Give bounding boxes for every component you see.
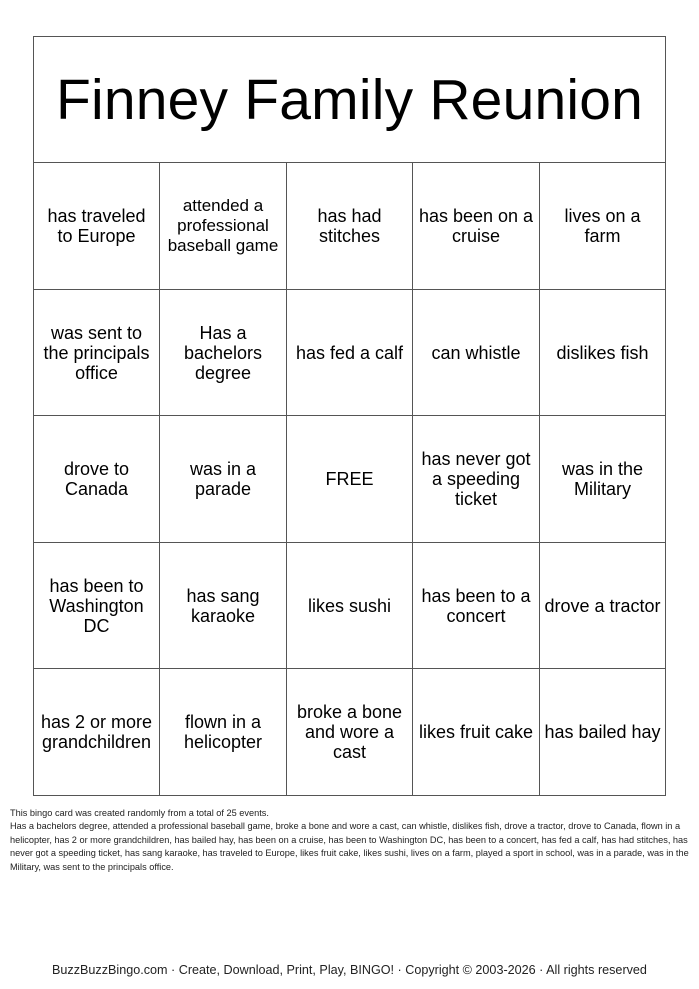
bingo-card xyxy=(33,36,666,796)
bingo-cell[interactable]: likes sushi xyxy=(287,543,413,669)
bingo-cell[interactable]: has bailed hay xyxy=(544,722,661,742)
bingo-cell[interactable]: has sang karaoke xyxy=(160,543,287,669)
bingo-cell[interactable]: likes fruit cake xyxy=(413,669,540,795)
bingo-cell[interactable]: was sent to the principals office xyxy=(34,290,160,416)
bingo-cell[interactable]: drove a tractor xyxy=(540,543,665,669)
card-title: Finney Family Reunion xyxy=(55,68,644,132)
bingo-cell[interactable]: flown in a helicopter xyxy=(160,669,287,795)
bingo-cell[interactable]: has been to a concert xyxy=(413,543,540,669)
card-info xyxy=(10,807,690,874)
bingo-cell[interactable]: Has a bachelors degree xyxy=(160,290,287,416)
free-cell[interactable]: FREE xyxy=(287,416,413,543)
bingo-cell[interactable]: drove to Canada xyxy=(34,416,160,543)
bingo-cell[interactable]: attended a professional baseball game xyxy=(160,163,287,290)
bingo-cell[interactable]: has been to Washington DC xyxy=(34,543,160,669)
bingo-cell[interactable]: lives on a farm xyxy=(540,163,665,290)
bingo-cell[interactable]: dislikes fish xyxy=(540,290,665,416)
bingo-cell[interactable]: broke a bone and wore a cast xyxy=(287,669,413,795)
bingo-cell[interactable]: has fed a calf xyxy=(287,290,413,416)
bingo-cell[interactable]: can whistle xyxy=(413,290,540,416)
bingo-cell[interactable]: was in a parade xyxy=(160,416,287,543)
bingo-cell[interactable]: has traveled to Europe xyxy=(34,163,160,290)
site-footer: BuzzBuzzBingo.com · Create, Download, Print, Play, BINGO! · Copyright © 2003-2026 · All rights reserved xyxy=(52,963,647,977)
bingo-grid xyxy=(34,163,665,795)
title-cell xyxy=(34,37,665,163)
info-event-list: Has a bachelors degree, attended a professional baseball game, broke a bone and wore a cast, can whistle, dislikes fish, drove a tractor, drove to Canada, flown in a helicopter, has 2 or more grandchildren, has bailed hay, has been on a cruise, has been to Washington DC, has been to a concert, has fed a calf, has had stitches, has never got a speeding ticket, has sang karaoke, has traveled to Europe, likes fruit cake, likes sushi, lives on a farm, played a sport in school, was in a parade, was in the Military, was sent to the principals office. xyxy=(10,821,689,872)
bingo-cell[interactable]: has been on a cruise xyxy=(413,163,540,290)
bingo-cell[interactable]: was in the Military xyxy=(540,416,665,543)
bingo-cell[interactable]: has 2 or more grandchildren xyxy=(34,669,160,795)
bingo-cell[interactable]: has had stitches xyxy=(287,163,413,290)
info-summary: This bingo card was created randomly from a total of 25 events. xyxy=(10,808,269,818)
bingo-cell[interactable]: has never got a speeding ticket xyxy=(413,416,540,543)
